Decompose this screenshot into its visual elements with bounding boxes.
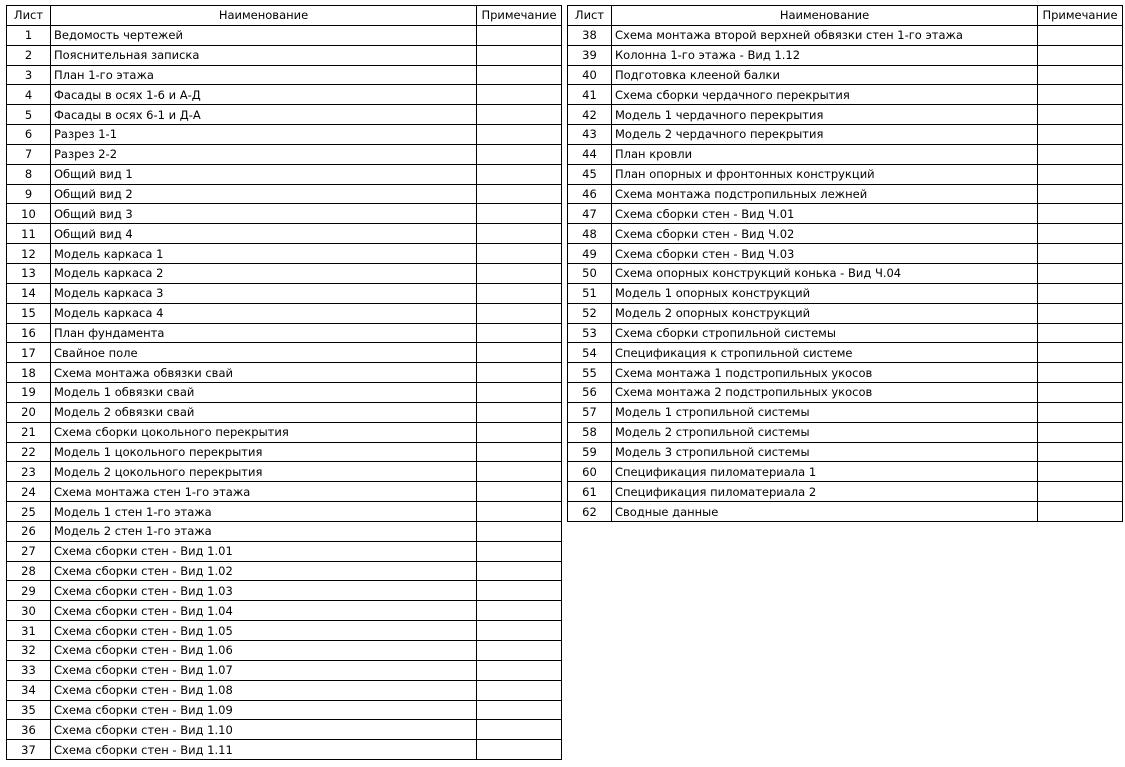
sheet-number-cell: 32 — [7, 641, 51, 661]
sheet-name-cell: Разрез 2-2 — [51, 144, 477, 164]
sheet-name-cell: Схема сборки стен - Вид Ч.01 — [612, 204, 1038, 224]
sheet-note-cell — [1038, 303, 1123, 323]
sheet-name-cell: Общий вид 1 — [51, 164, 477, 184]
table-row — [568, 283, 1123, 303]
sheet-name-cell: Модель 1 стен 1-го этажа — [51, 502, 477, 522]
sheet-number-cell: 10 — [7, 204, 51, 224]
sheet-note-cell — [477, 541, 562, 561]
sheet-note-cell — [1038, 263, 1123, 283]
sheet-note-cell — [1038, 502, 1123, 522]
sheet-name-cell: Схема монтажа 1 подстропильных укосов — [612, 363, 1038, 383]
table-row — [7, 581, 562, 601]
sheet-note-cell — [477, 660, 562, 680]
sheet-note-cell — [1038, 45, 1123, 65]
table-row — [7, 283, 562, 303]
sheet-name-cell: Схема сборки цокольного перекрытия — [51, 422, 477, 442]
table-row — [568, 105, 1123, 125]
table-row — [7, 561, 562, 581]
sheet-note-cell — [1038, 224, 1123, 244]
table-row — [7, 343, 562, 363]
table-row — [7, 303, 562, 323]
sheet-note-cell — [1038, 462, 1123, 482]
sheet-name-cell: Схема сборки стен - Вид 1.06 — [51, 641, 477, 661]
sheet-name-cell: Схема сборки стен - Вид 1.03 — [51, 581, 477, 601]
sheet-note-cell — [477, 561, 562, 581]
sheet-number-cell: 37 — [7, 740, 51, 760]
sheet-note-cell — [1038, 343, 1123, 363]
table-row — [568, 263, 1123, 283]
sheet-name-cell: Схема монтажа второй верхней обвязки стен 1-го этажа — [612, 25, 1038, 45]
table-row — [568, 25, 1123, 45]
sheet-name-cell: Схема сборки стен - Вид 1.01 — [51, 541, 477, 561]
table-row — [568, 363, 1123, 383]
table-row — [568, 442, 1123, 462]
sheet-number-cell: 55 — [568, 363, 612, 383]
sheet-name-cell: Общий вид 2 — [51, 184, 477, 204]
table-row — [568, 224, 1123, 244]
sheet-note-cell — [477, 25, 562, 45]
sheet-note-cell — [477, 422, 562, 442]
table-row — [7, 680, 562, 700]
sheet-note-cell — [1038, 85, 1123, 105]
sheet-name-cell: Модель 1 чердачного перекрытия — [612, 105, 1038, 125]
header-name: Наименование — [51, 6, 477, 26]
sheet-number-cell: 48 — [568, 224, 612, 244]
sheet-note-cell — [477, 125, 562, 145]
table-row — [568, 482, 1123, 502]
sheet-note-cell — [477, 720, 562, 740]
sheet-name-cell: Разрез 1-1 — [51, 125, 477, 145]
sheet-number-cell: 54 — [568, 343, 612, 363]
sheet-note-cell — [477, 343, 562, 363]
table-row — [568, 144, 1123, 164]
sheet-number-cell: 31 — [7, 621, 51, 641]
sheet-note-cell — [1038, 184, 1123, 204]
sheet-name-cell: Пояснительная записка — [51, 45, 477, 65]
sheet-name-cell: Схема сборки стен - Вид Ч.02 — [612, 224, 1038, 244]
table-row — [7, 601, 562, 621]
sheet-name-cell: Спецификация к стропильной системе — [612, 343, 1038, 363]
sheet-note-cell — [477, 224, 562, 244]
sheet-note-cell — [477, 244, 562, 264]
sheet-name-cell: Модель 1 цокольного перекрытия — [51, 442, 477, 462]
sheet-number-cell: 1 — [7, 25, 51, 45]
table-row — [568, 184, 1123, 204]
table-row — [7, 700, 562, 720]
sheet-number-cell: 23 — [7, 462, 51, 482]
sheet-name-cell: Схема сборки стен - Вид 1.10 — [51, 720, 477, 740]
sheet-number-cell: 11 — [7, 224, 51, 244]
sheet-name-cell: Схема сборки стен - Вид Ч.03 — [612, 244, 1038, 264]
sheet-number-cell: 16 — [7, 323, 51, 343]
sheet-name-cell: Ведомость чертежей — [51, 25, 477, 45]
sheet-name-cell: Модель 2 стропильной системы — [612, 422, 1038, 442]
sheet-number-cell: 51 — [568, 283, 612, 303]
table-row — [7, 85, 562, 105]
sheet-note-cell — [477, 601, 562, 621]
table-row — [568, 204, 1123, 224]
sheet-name-cell: Схема сборки стен - Вид 1.04 — [51, 601, 477, 621]
sheet-name-cell: План фундамента — [51, 323, 477, 343]
sheet-name-cell: Схема сборки стропильной системы — [612, 323, 1038, 343]
sheet-number-cell: 40 — [568, 65, 612, 85]
sheet-number-cell: 45 — [568, 164, 612, 184]
table-row — [7, 105, 562, 125]
table-row — [7, 164, 562, 184]
sheet-note-cell — [477, 641, 562, 661]
sheet-note-cell — [477, 502, 562, 522]
sheet-name-cell: Схема сборки стен - Вид 1.11 — [51, 740, 477, 760]
sheet-number-cell: 22 — [7, 442, 51, 462]
table-row — [7, 442, 562, 462]
table-row — [7, 422, 562, 442]
sheet-name-cell: Модель 1 стропильной системы — [612, 402, 1038, 422]
sheet-note-cell — [1038, 383, 1123, 403]
sheet-name-cell: Общий вид 3 — [51, 204, 477, 224]
sheet-name-cell: Схема монтажа стен 1-го этажа — [51, 482, 477, 502]
sheet-number-cell: 17 — [7, 343, 51, 363]
sheet-number-cell: 53 — [568, 323, 612, 343]
table-row — [568, 502, 1123, 522]
sheet-note-cell — [477, 263, 562, 283]
sheet-number-cell: 49 — [568, 244, 612, 264]
sheet-note-cell — [1038, 144, 1123, 164]
header-note: Примечание — [477, 6, 562, 26]
table-row — [7, 402, 562, 422]
sheet-number-cell: 46 — [568, 184, 612, 204]
table-row — [568, 323, 1123, 343]
sheet-number-cell: 52 — [568, 303, 612, 323]
sheet-name-cell: Колонна 1-го этажа - Вид 1.12 — [612, 45, 1038, 65]
header-sheet: Лист — [7, 6, 51, 26]
table-row — [568, 45, 1123, 65]
sheet-name-cell: Схема опорных конструкций конька - Вид Ч.04 — [612, 263, 1038, 283]
table-row — [568, 402, 1123, 422]
sheet-note-cell — [477, 144, 562, 164]
sheet-note-cell — [1038, 164, 1123, 184]
sheet-note-cell — [477, 204, 562, 224]
sheet-number-cell: 20 — [7, 402, 51, 422]
table-row — [7, 323, 562, 343]
sheet-note-cell — [1038, 125, 1123, 145]
sheet-number-cell: 3 — [7, 65, 51, 85]
sheet-note-cell — [1038, 244, 1123, 264]
sheet-name-cell: Спецификация пиломатериала 2 — [612, 482, 1038, 502]
sheet-number-cell: 9 — [7, 184, 51, 204]
sheet-number-cell: 28 — [7, 561, 51, 581]
sheet-number-cell: 50 — [568, 263, 612, 283]
sheet-number-cell: 26 — [7, 521, 51, 541]
sheet-number-cell: 5 — [7, 105, 51, 125]
sheet-note-cell — [477, 45, 562, 65]
table-row — [568, 164, 1123, 184]
sheet-note-cell — [1038, 422, 1123, 442]
table-header-row — [7, 6, 562, 26]
sheet-note-cell — [477, 462, 562, 482]
sheet-note-cell — [477, 363, 562, 383]
sheet-number-cell: 44 — [568, 144, 612, 164]
sheet-number-cell: 13 — [7, 263, 51, 283]
sheet-number-cell: 41 — [568, 85, 612, 105]
sheet-name-cell: Схема сборки стен - Вид 1.07 — [51, 660, 477, 680]
sheet-name-cell: Модель 1 обвязки свай — [51, 383, 477, 403]
sheet-number-cell: 21 — [7, 422, 51, 442]
sheet-note-cell — [477, 85, 562, 105]
sheet-name-cell: Схема монтажа подстропильных лежней — [612, 184, 1038, 204]
sheet-note-cell — [477, 303, 562, 323]
table-row — [568, 65, 1123, 85]
table-row — [568, 244, 1123, 264]
sheet-number-cell: 61 — [568, 482, 612, 502]
header-note: Примечание — [1038, 6, 1123, 26]
table-row — [7, 224, 562, 244]
table-row — [7, 740, 562, 760]
sheet-note-cell — [1038, 65, 1123, 85]
sheet-name-cell: Модель 2 опорных конструкций — [612, 303, 1038, 323]
table-row — [7, 521, 562, 541]
sheet-note-cell — [477, 740, 562, 760]
table-row — [7, 25, 562, 45]
sheet-note-cell — [477, 680, 562, 700]
sheet-note-cell — [477, 164, 562, 184]
sheet-name-cell: Сводные данные — [612, 502, 1038, 522]
sheet-name-cell: Схема сборки стен - Вид 1.08 — [51, 680, 477, 700]
sheet-note-cell — [477, 521, 562, 541]
sheet-number-cell: 33 — [7, 660, 51, 680]
sheet-name-cell: Спецификация пиломатериала 1 — [612, 462, 1038, 482]
table-row — [7, 244, 562, 264]
sheet-number-cell: 38 — [568, 25, 612, 45]
table-row — [7, 720, 562, 740]
sheet-name-cell: Свайное поле — [51, 343, 477, 363]
sheet-number-cell: 27 — [7, 541, 51, 561]
sheet-number-cell: 39 — [568, 45, 612, 65]
sheet-note-cell — [477, 482, 562, 502]
table-row — [7, 541, 562, 561]
table-row — [7, 660, 562, 680]
sheet-name-cell: Подготовка клееной балки — [612, 65, 1038, 85]
table-row — [568, 303, 1123, 323]
sheet-number-cell: 2 — [7, 45, 51, 65]
sheet-name-cell: Модель каркаса 4 — [51, 303, 477, 323]
sheet-number-cell: 8 — [7, 164, 51, 184]
sheet-number-cell: 62 — [568, 502, 612, 522]
table-row — [568, 383, 1123, 403]
sheet-note-cell — [477, 65, 562, 85]
sheet-name-cell: Общий вид 4 — [51, 224, 477, 244]
sheet-name-cell: План 1-го этажа — [51, 65, 477, 85]
sheet-number-cell: 14 — [7, 283, 51, 303]
sheet-number-cell: 24 — [7, 482, 51, 502]
table-row — [568, 85, 1123, 105]
sheet-note-cell — [1038, 323, 1123, 343]
sheet-note-cell — [477, 105, 562, 125]
table-row — [7, 263, 562, 283]
sheet-note-cell — [477, 581, 562, 601]
sheet-name-cell: План кровли — [612, 144, 1038, 164]
sheet-name-cell: Модель 2 цокольного перекрытия — [51, 462, 477, 482]
table-row — [7, 482, 562, 502]
sheet-note-cell — [477, 323, 562, 343]
sheet-name-cell: Схема сборки чердачного перекрытия — [612, 85, 1038, 105]
sheet-name-cell: Модель каркаса 2 — [51, 263, 477, 283]
sheet-number-cell: 34 — [7, 680, 51, 700]
sheet-note-cell — [477, 402, 562, 422]
sheet-number-cell: 18 — [7, 363, 51, 383]
sheet-note-cell — [1038, 25, 1123, 45]
sheet-number-cell: 19 — [7, 383, 51, 403]
sheet-number-cell: 4 — [7, 85, 51, 105]
header-sheet: Лист — [568, 6, 612, 26]
table-row — [568, 422, 1123, 442]
sheet-note-cell — [477, 184, 562, 204]
table-row — [568, 343, 1123, 363]
table-row — [7, 621, 562, 641]
sheet-number-cell: 60 — [568, 462, 612, 482]
drawing-list-table-left — [6, 5, 562, 760]
sheet-note-cell — [1038, 204, 1123, 224]
sheet-name-cell: Модель 1 опорных конструкций — [612, 283, 1038, 303]
sheet-name-cell: Фасады в осях 1-6 и А-Д — [51, 85, 477, 105]
sheet-name-cell: Модель каркаса 1 — [51, 244, 477, 264]
header-name: Наименование — [612, 6, 1038, 26]
table-row — [7, 502, 562, 522]
table-row — [568, 125, 1123, 145]
sheet-name-cell: Модель 3 стропильной системы — [612, 442, 1038, 462]
table-row — [7, 204, 562, 224]
sheet-number-cell: 35 — [7, 700, 51, 720]
sheet-number-cell: 36 — [7, 720, 51, 740]
sheet-note-cell — [1038, 283, 1123, 303]
sheet-number-cell: 6 — [7, 125, 51, 145]
sheet-name-cell: Модель 2 обвязки свай — [51, 402, 477, 422]
table-row — [7, 641, 562, 661]
sheet-number-cell: 58 — [568, 422, 612, 442]
sheet-number-cell: 12 — [7, 244, 51, 264]
sheet-name-cell: Фасады в осях 6-1 и Д-А — [51, 105, 477, 125]
sheet-note-cell — [1038, 363, 1123, 383]
sheet-name-cell: Схема монтажа 2 подстропильных укосов — [612, 383, 1038, 403]
table-header-row — [568, 6, 1123, 26]
table-row — [7, 65, 562, 85]
table-row — [7, 144, 562, 164]
sheet-number-cell: 42 — [568, 105, 612, 125]
table-row — [7, 184, 562, 204]
sheet-note-cell — [1038, 402, 1123, 422]
sheet-number-cell: 56 — [568, 383, 612, 403]
table-row — [7, 383, 562, 403]
sheet-name-cell: Модель 2 чердачного перекрытия — [612, 125, 1038, 145]
table-row — [7, 45, 562, 65]
sheet-note-cell — [1038, 482, 1123, 502]
sheet-note-cell — [1038, 442, 1123, 462]
sheet-number-cell: 7 — [7, 144, 51, 164]
sheet-number-cell: 30 — [7, 601, 51, 621]
sheet-note-cell — [477, 383, 562, 403]
sheet-name-cell: Модель каркаса 3 — [51, 283, 477, 303]
sheet-name-cell: Модель 2 стен 1-го этажа — [51, 521, 477, 541]
sheet-name-cell: Схема монтажа обвязки свай — [51, 363, 477, 383]
sheet-number-cell: 43 — [568, 125, 612, 145]
table-row — [7, 462, 562, 482]
sheet-number-cell: 57 — [568, 402, 612, 422]
sheet-number-cell: 29 — [7, 581, 51, 601]
sheet-note-cell — [477, 621, 562, 641]
table-row — [7, 363, 562, 383]
table-row — [7, 125, 562, 145]
sheet-number-cell: 47 — [568, 204, 612, 224]
sheet-number-cell: 15 — [7, 303, 51, 323]
drawing-list-table-right — [567, 5, 1123, 522]
sheet-note-cell — [477, 700, 562, 720]
sheet-note-cell — [477, 442, 562, 462]
table-row — [568, 462, 1123, 482]
sheet-note-cell — [477, 283, 562, 303]
sheet-name-cell: План опорных и фронтонных конструкций — [612, 164, 1038, 184]
sheet-number-cell: 25 — [7, 502, 51, 522]
sheet-name-cell: Схема сборки стен - Вид 1.02 — [51, 561, 477, 581]
sheet-name-cell: Схема сборки стен - Вид 1.05 — [51, 621, 477, 641]
sheet-name-cell: Схема сборки стен - Вид 1.09 — [51, 700, 477, 720]
sheet-note-cell — [1038, 105, 1123, 125]
sheet-number-cell: 59 — [568, 442, 612, 462]
